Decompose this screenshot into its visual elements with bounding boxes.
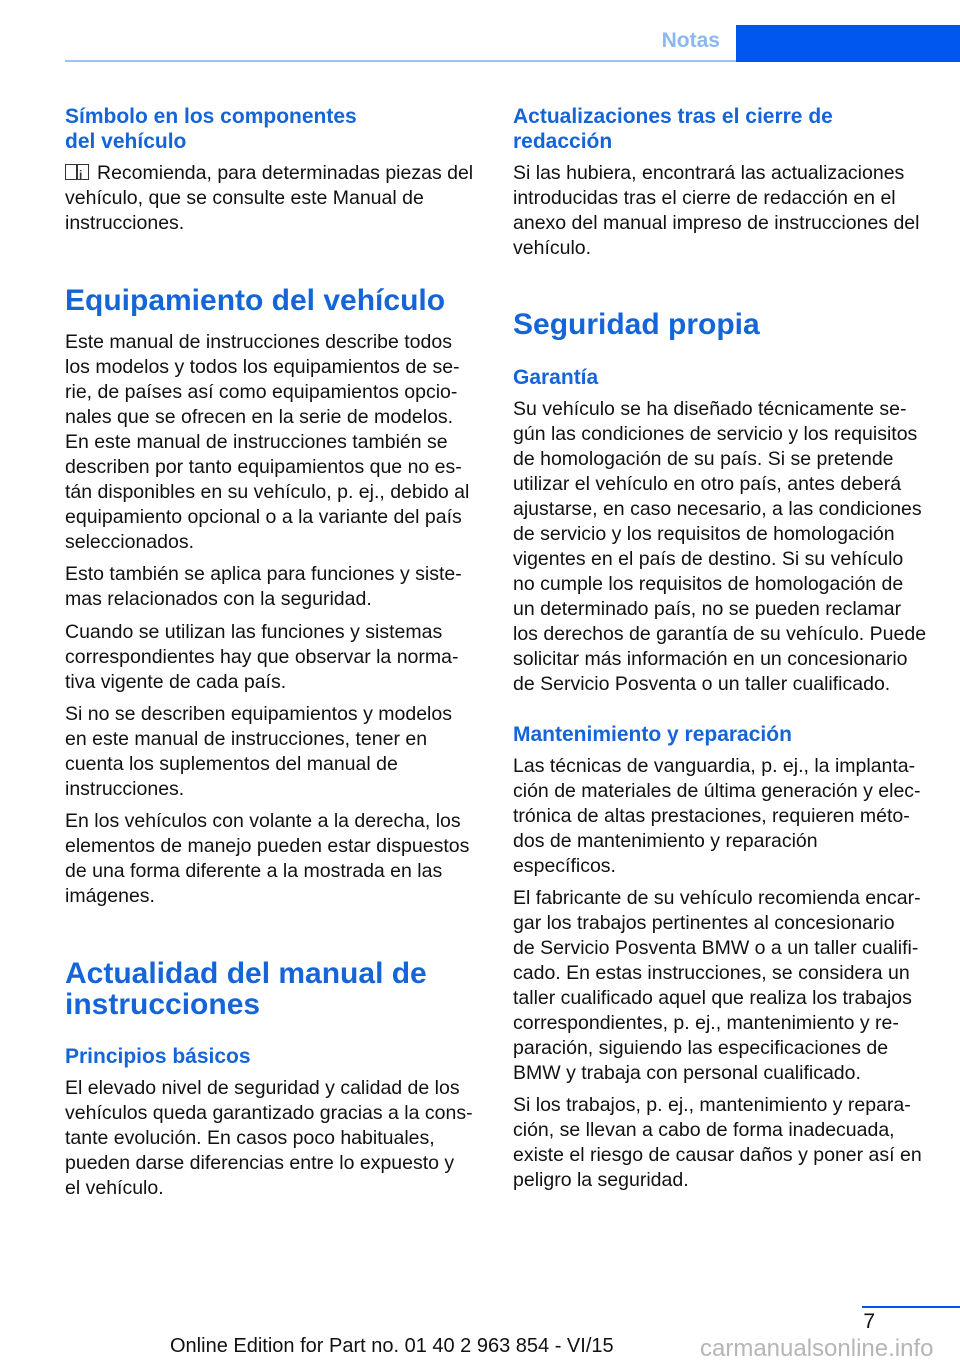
text-line: Si los trabajos, p. ej., mantenimiento y repara‐ <box>513 1094 911 1116</box>
text-line: rie, de países así como equipamientos opcio‐ <box>65 381 458 403</box>
text-line: vehículos queda garantizado gracias a la cons‐ <box>65 1102 473 1124</box>
text-line: de una forma diferente a la mostrada en las <box>65 860 443 882</box>
text-line: un determinado país, no se pueden reclamar <box>513 598 902 620</box>
text-line: nales que se ofrecen en la serie de modelos. <box>65 406 454 428</box>
text-line: solicitar más información en un concesionario <box>513 648 908 670</box>
text-line: Cuando se utilizan las funciones y sistemas <box>65 621 443 643</box>
text-line: iRecomienda, para determinadas piezas del <box>65 161 490 186</box>
section-heading <box>65 283 490 319</box>
text-line: vehículo. <box>513 237 592 259</box>
text-line: El elevado nivel de seguridad y calidad de los <box>65 1077 460 1099</box>
text-line: tán disponibles en su vehículo, p. ej., debido al <box>65 481 470 503</box>
text-line: Su vehículo se ha diseñado técnicamente se‐ <box>513 398 907 420</box>
text-line: En los vehículos con volante a la derecha, los <box>65 810 461 832</box>
text-line: BMW y trabaja con personal cualificado. <box>513 1062 861 1084</box>
paragraph <box>513 754 943 879</box>
text-line: mas relacionados con la seguridad. <box>65 588 372 610</box>
paragraph <box>513 161 943 261</box>
text-line: vigentes en el país de destino. Si su vehículo <box>513 548 904 570</box>
text-line: instrucciones. <box>65 212 185 234</box>
subsection-heading <box>65 1044 490 1069</box>
subsection-heading <box>513 722 943 747</box>
text-line: cado. En estas instrucciones, se considera un <box>513 962 910 984</box>
text-line: taller cualificado aquel que realiza los trabajos <box>513 987 912 1009</box>
text-line: Símbolo en los componentes <box>65 105 357 128</box>
header-rule <box>65 60 736 62</box>
subsection-heading <box>513 104 943 154</box>
paragraph <box>65 809 490 909</box>
text-line: los modelos y todos los equipamientos de se‐ <box>65 356 460 378</box>
text-line: trónica de altas prestaciones, requieren méto‐ <box>513 805 910 827</box>
text-line: correspondientes, p. ej., mantenimiento y re‐ <box>513 1012 899 1034</box>
text-line: Si las hubiera, encontrará las actualizaciones <box>513 162 905 184</box>
text-line: seleccionados. <box>65 531 194 553</box>
paragraph <box>513 886 943 1086</box>
text-line: Si no se describen equipamientos y modelos <box>65 703 452 725</box>
text-line: gún las condiciones de servicio y los requisitos <box>513 423 918 445</box>
right-column <box>513 104 943 1193</box>
text-line: específicos. <box>513 855 616 877</box>
paragraph <box>65 1076 490 1201</box>
text-line: introducidas tras el cierre de redacción en el <box>513 187 896 209</box>
text-line: Actualizaciones tras el cierre de <box>513 105 833 128</box>
paragraph <box>65 702 490 802</box>
text-line: ción de materiales de última generación y elec‐ <box>513 780 921 802</box>
text-line: instrucciones <box>65 988 261 1021</box>
header-tab-block <box>736 25 960 62</box>
paragraph <box>65 161 490 236</box>
text-line: utilizar el vehículo en otro país, antes deberá <box>513 473 902 495</box>
text-line: Las técnicas de vanguardia, p. ej., la implanta‐ <box>513 755 916 777</box>
section-heading <box>65 958 490 1020</box>
text-line: tiva vigente de cada país. <box>65 671 287 693</box>
text-line: de servicio y los requisitos de homologación <box>513 523 895 545</box>
watermark: carmanualsonline.info <box>700 1335 934 1362</box>
text-line: Equipamiento del vehículo <box>65 284 446 317</box>
text-line: vehículo, que se consulte este Manual de <box>65 187 424 209</box>
text-line: dos de mantenimiento y reparación <box>513 830 818 852</box>
text-line: en este manual de instrucciones, tener en <box>65 728 428 750</box>
text-line: anexo del manual impreso de instrucciones del <box>513 212 920 234</box>
text-line: pueden darse diferencias entre lo expuesto y <box>65 1152 455 1174</box>
paragraph <box>65 562 490 612</box>
text-line: de homologación de su país. Si se pretende <box>513 448 894 470</box>
text-line: peligro la seguridad. <box>513 1169 689 1191</box>
text-line: el vehículo. <box>65 1177 164 1199</box>
subsection-heading <box>513 365 943 390</box>
text-line: describen por tanto equipamientos que no es‐ <box>65 456 462 478</box>
text-line: los derechos de garantía de su vehículo. Puede <box>513 623 927 645</box>
text-line: no cumple los requisitos de homologación de <box>513 573 904 595</box>
text-line: ajustarse, en caso necesario, a las condiciones <box>513 498 922 520</box>
text-line: tante evolución. En casos poco habituales, <box>65 1127 435 1149</box>
text-line: Este manual de instrucciones describe todos <box>65 331 452 353</box>
text-line: instrucciones. <box>65 778 185 800</box>
text-line: del vehículo <box>65 130 187 153</box>
text-line: Esto también se aplica para funciones y siste‐ <box>65 563 462 585</box>
text-line: equipamiento opcional o a la variante del país <box>65 506 462 528</box>
edition-text: Online Edition for Part no. 01 40 2 963 854 - VI/15 <box>170 1335 614 1357</box>
section-title: Notas <box>661 29 720 52</box>
text-line: paración, siguiendo las especificaciones de <box>513 1037 889 1059</box>
text-line: existe el riesgo de causar daños y poner así en <box>513 1144 922 1166</box>
paragraph <box>65 330 490 555</box>
text-line: gar los trabajos pertinentes al concesionario <box>513 912 895 934</box>
paragraph <box>65 620 490 695</box>
text-line: elementos de manejo pueden estar dispuestos <box>65 835 470 857</box>
paragraph <box>513 1093 943 1193</box>
footer-rule <box>862 1306 960 1308</box>
left-column <box>65 104 490 1201</box>
text-line: Seguridad propia <box>513 308 760 341</box>
text-line: Principios básicos <box>65 1045 251 1068</box>
text-line: Mantenimiento y reparación <box>513 723 792 746</box>
text-line: cuenta los suplementos del manual de <box>65 753 398 775</box>
text-line: de Servicio Posventa o un taller cualificado. <box>513 673 891 695</box>
text-line: imágenes. <box>65 885 155 907</box>
text-line: redacción <box>513 130 613 153</box>
page-number: 7 <box>863 1310 875 1333</box>
section-heading <box>513 307 943 343</box>
text-line: correspondientes hay que observar la norma‐ <box>65 646 459 668</box>
text-line: El fabricante de su vehículo recomienda encar‐ <box>513 887 921 909</box>
text-line: ción, se llevan a cabo de forma inadecuada, <box>513 1119 895 1141</box>
subsection-heading <box>65 104 490 154</box>
book-info-icon <box>65 164 89 180</box>
text-line: Actualidad del manual de <box>65 957 427 990</box>
text-line: de Servicio Posventa BMW o a un taller cualifi‐ <box>513 937 919 959</box>
paragraph <box>513 397 943 697</box>
text-line: En este manual de instrucciones también se <box>65 431 448 453</box>
text-line: Garantía <box>513 366 599 389</box>
